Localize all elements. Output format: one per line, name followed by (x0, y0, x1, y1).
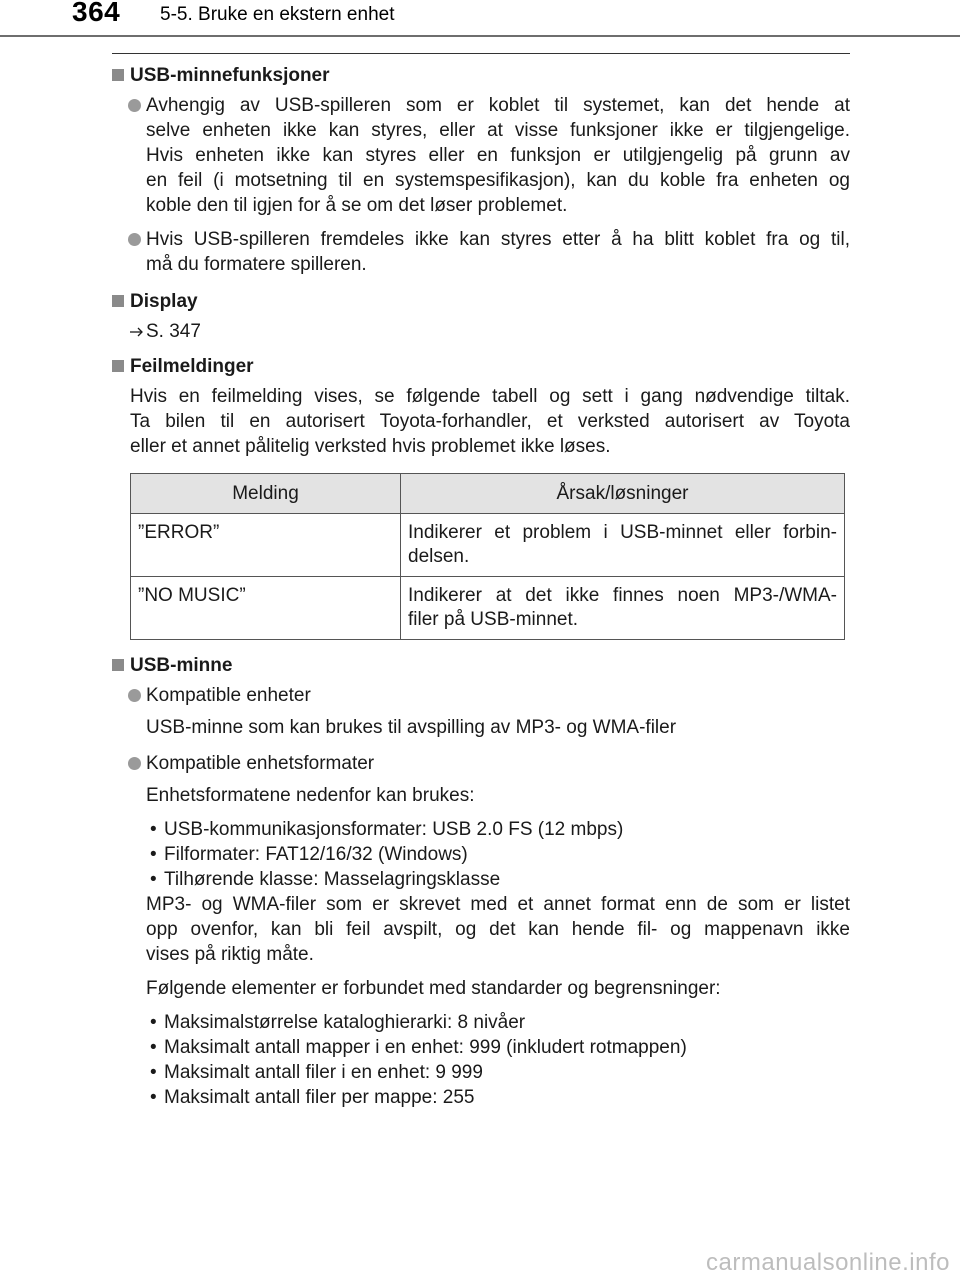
list-item: • Maksimalt antall filer i en enhet: 9 999 (150, 1062, 483, 1083)
table-cell-message: ”NO MUSIC” (131, 577, 401, 640)
table-cell-cause: Indikerer et problem i USB-minnet eller forbin- delsen. (401, 514, 845, 577)
bullet-compatible-formats: Kompatible enhetsformater (112, 751, 850, 776)
format-note: MP3- og WMA-filer som er skrevet med et annet format enn de som er listet opp ovenfor, kan bli feil avspilt, og det kan hende fil- og mappenavn ikke vises på riktig måte. (146, 894, 850, 965)
page-content (112, 63, 850, 1110)
limits-intro: Følgende elementer er forbundet med standarder og begrensninger: (146, 978, 721, 999)
arrow-right-icon (130, 319, 146, 344)
content-top-rule (112, 53, 850, 54)
list-item: • USB-kommunikasjonsformater: USB 2.0 FS (12 mbps) (150, 819, 624, 840)
heading-usb-functions: USB-minnefunksjoner (112, 63, 850, 88)
heading-error-messages: Feilmeldinger (112, 354, 850, 379)
error-intro: Hvis en feilmelding vises, se følgende tabell og sett i gang nødvendige tiltak. Ta bilen til en autorisert Toyota-forhandler, et verksted autorisert av Toyota eller et annet pålitelig verksted hvis problemet ikke løses. (130, 386, 850, 457)
list-item: • Maksimalt antall mapper i en enhet: 999 (inkludert rotmappen) (150, 1037, 687, 1058)
bullet-usb-player-control: Avhengig av USB-spilleren som er koblet til systemet, kan det hende at selve enheten ikke kan styres, eller at visse funksjoner ikke er tilgjengelige. Hvis enheten ikke kan styres eller en funksjon er utilgjengelig på grunn av en feil (i motsetning til en systemspesifikasjon), kan du koble fra enheten og koble den til igjen for å se om det løser problemet. (112, 93, 850, 218)
table-row (131, 577, 845, 640)
page-header (0, 0, 960, 44)
compatible-devices-text: USB-minne som kan brukes til avspilling av MP3- og WMA-filer (146, 717, 677, 738)
heading-display: Display (112, 289, 850, 314)
watermark: carmanualsonline.info (706, 1249, 950, 1276)
square-bullet-icon (112, 659, 124, 671)
bullet-format-player: Hvis USB-spilleren fremdeles ikke kan styres etter å ha blitt koblet fra og til, må du formatere spilleren. (112, 227, 850, 277)
page-number: 364 (72, 0, 121, 27)
square-bullet-icon (112, 360, 124, 372)
header-rule (0, 35, 960, 37)
list-item: • Maksimalt antall filer per mappe: 255 (150, 1087, 475, 1108)
error-table (130, 473, 845, 640)
table-header-message: Melding (131, 474, 401, 514)
round-bullet-icon (128, 757, 141, 770)
list-item: • Tilhørende klasse: Masselagringsklasse (150, 869, 501, 890)
round-bullet-icon (128, 99, 141, 112)
square-bullet-icon (112, 295, 124, 307)
heading-usb-memory: USB-minne (112, 653, 850, 678)
list-item: • Maksimalstørrelse kataloghierarki: 8 nivåer (150, 1012, 526, 1033)
section-title: 5-5. Bruke en ekstern enhet (160, 4, 395, 25)
round-bullet-icon (128, 233, 141, 246)
table-cell-message: ”ERROR” (131, 514, 401, 577)
limits-list (112, 1010, 850, 1110)
page-reference: S. 347 (112, 319, 850, 344)
table-row (131, 514, 845, 577)
formats-list (112, 817, 850, 892)
table-header-row (131, 474, 845, 514)
square-bullet-icon (112, 69, 124, 81)
bullet-compatible-devices: Kompatible enheter (112, 683, 850, 708)
list-item: • Filformater: FAT12/16/32 (Windows) (150, 844, 468, 865)
table-cell-cause: Indikerer at det ikke finnes noen MP3-/WMA- filer på USB-minnet. (401, 577, 845, 640)
compatible-formats-text: Enhetsformatene nedenfor kan brukes: (146, 785, 475, 806)
table-header-cause: Årsak/løsninger (401, 474, 845, 514)
round-bullet-icon (128, 689, 141, 702)
